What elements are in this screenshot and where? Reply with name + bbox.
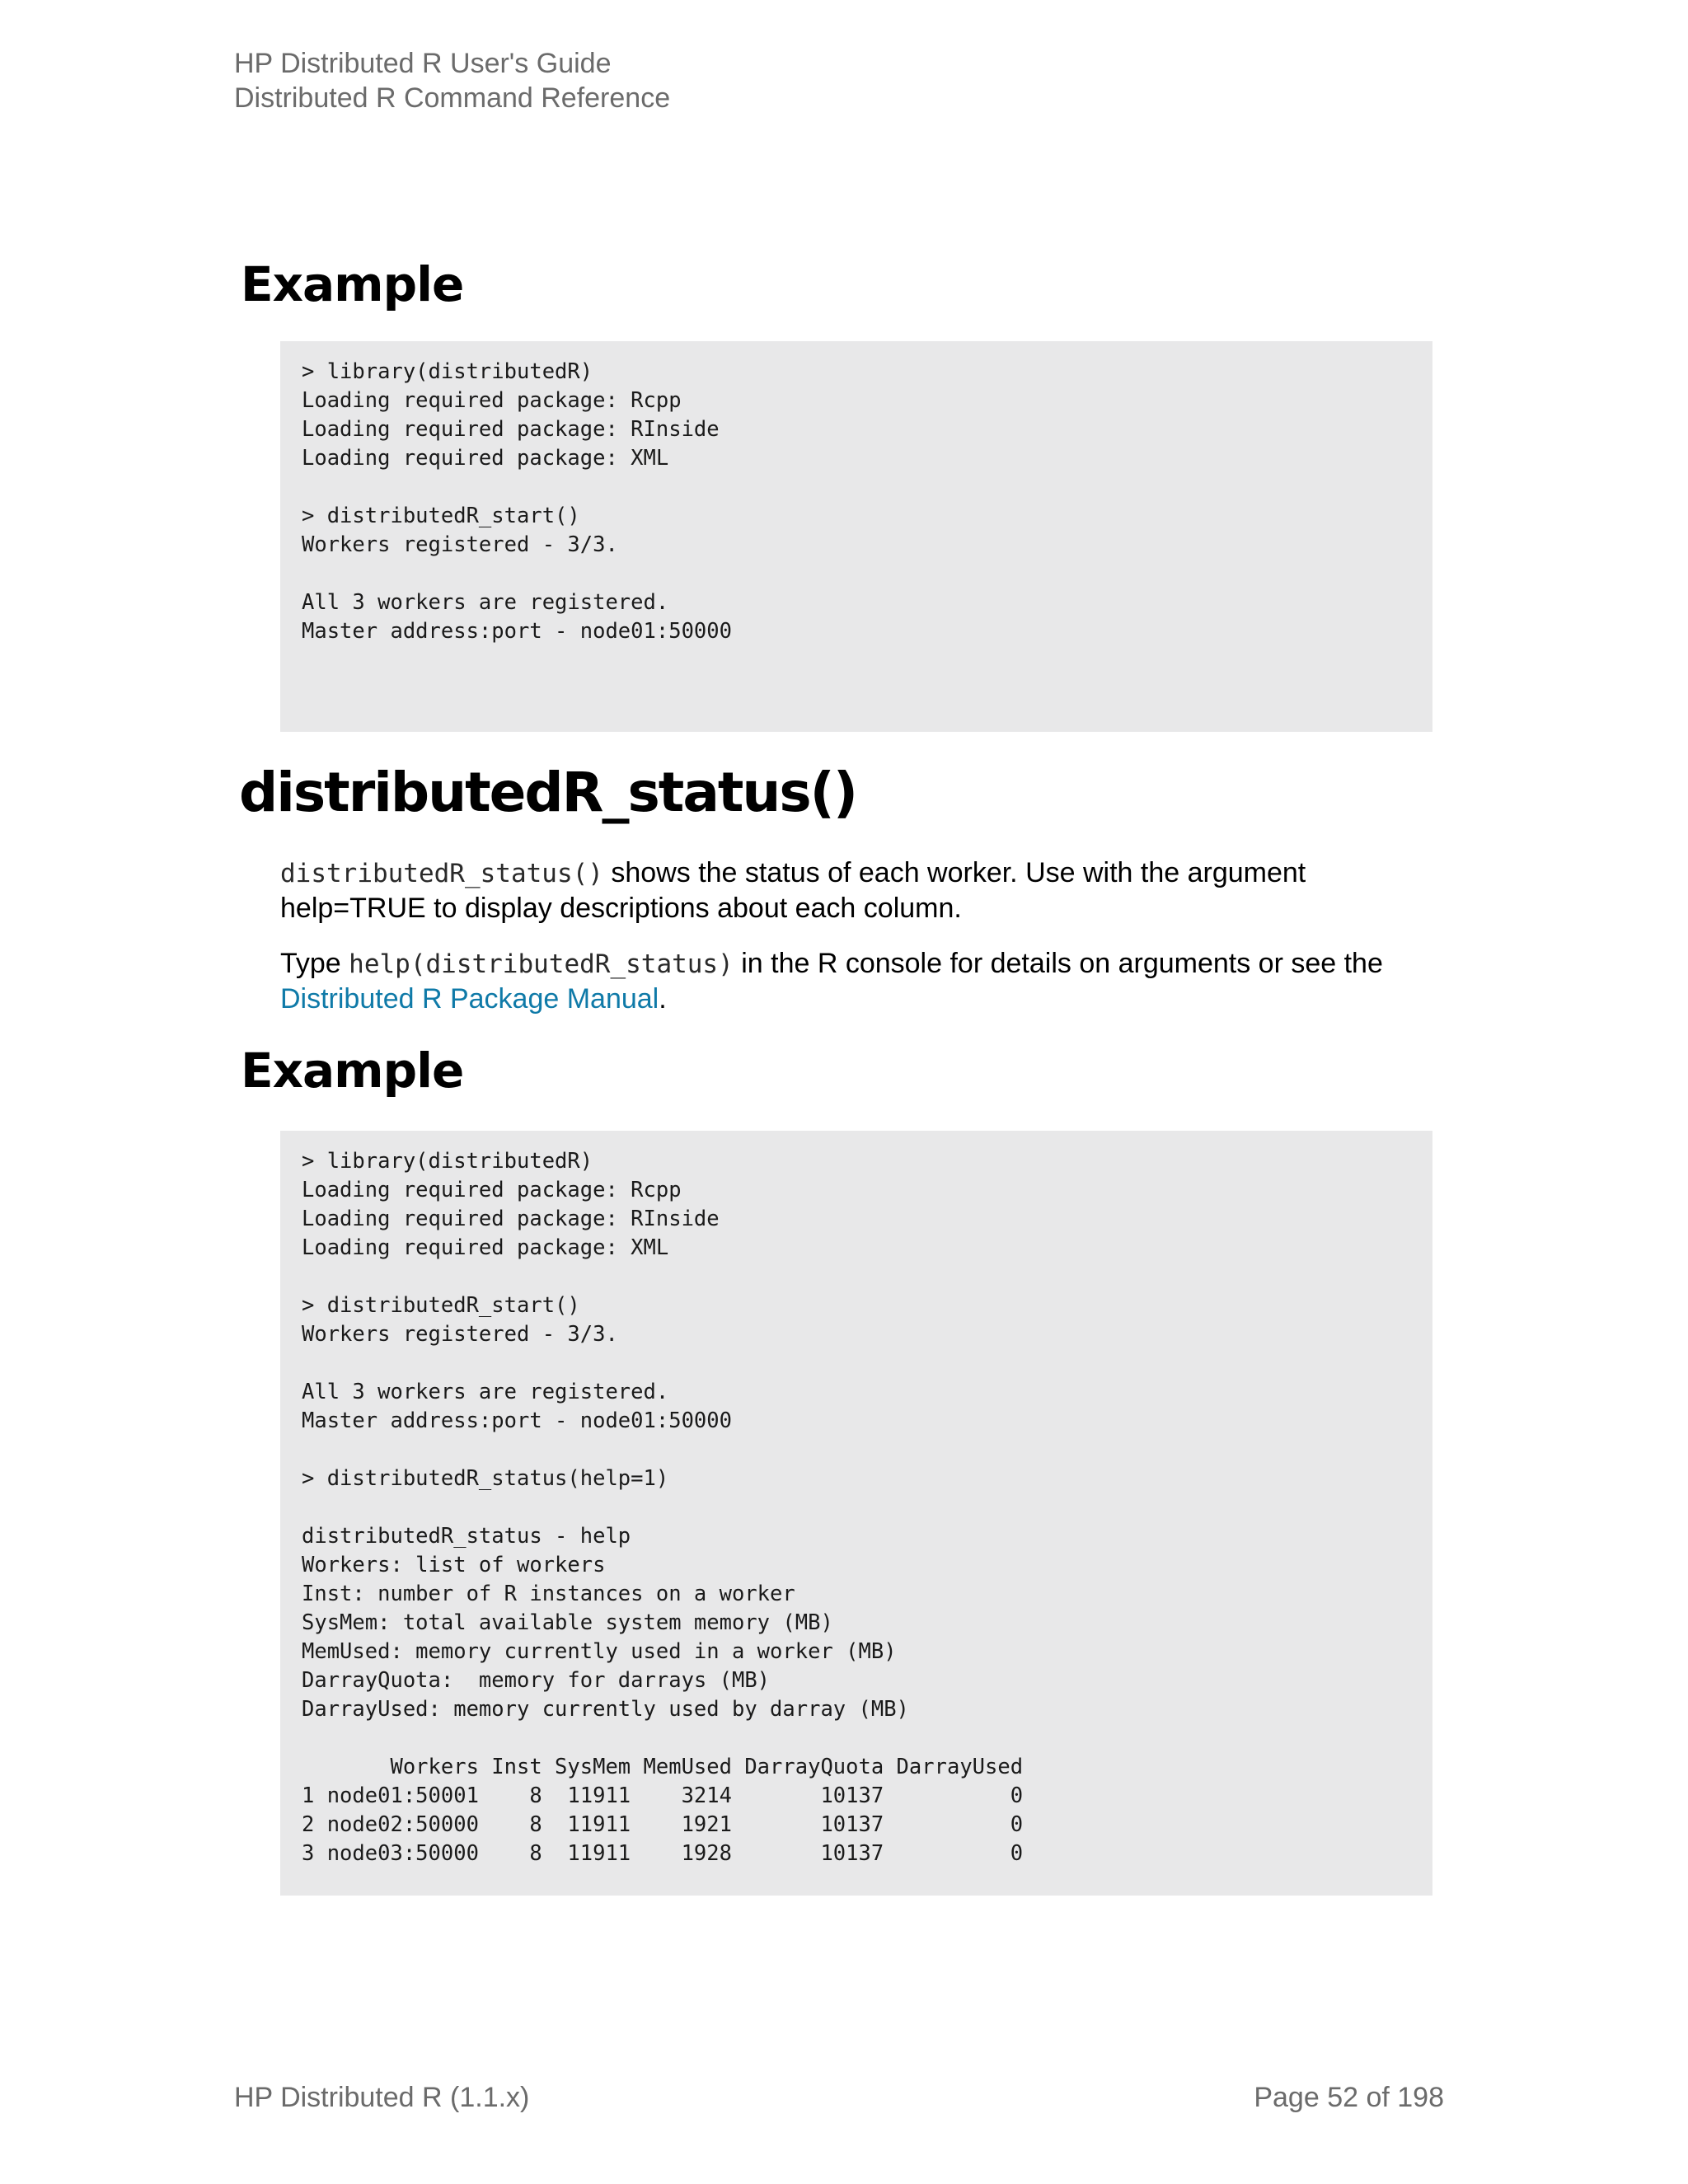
page-header — [234, 46, 670, 115]
code-block-1 — [280, 341, 1432, 732]
example-heading-1: Example — [241, 256, 464, 312]
example-heading-2: Example — [241, 1043, 464, 1099]
guide-title: HP Distributed R User's Guide — [234, 48, 612, 79]
code-block-1-text: > library(distributedR) Loading required package: Rcpp Loading required package: RInside Loading required package: XML > distributedR_start() Workers registered - 3/3. All 3 workers are registered. Master address:port - node01:50000 — [302, 359, 732, 644]
code-block-2-text: > library(distributedR) Loading required package: Rcpp Loading required package: RInside Loading required package: XML > distributedR_start() Workers registered - 3/3. All 3 workers are registered. Master address:port - node01:50000 > distributedR_status(help=1) distributedR_status - help Workers: list of workers Inst: number of R instances on a worker SysMem: total available system memory (MB) MemUsed: memory currently used in a worker (MB) DarrayQuota: memory for darrays (MB) DarrayUsed: memory currently used by darray (MB) Workers Inst SysMem MemUsed DarrayQuota DarrayUsed 1 node01:50001 8 11911 3214 10137 0 2 node02:50000 8 11911 1921 10137 0 3 node03:50000 8 11911 1928 10137 0 — [302, 1149, 1024, 1866]
code-block-2 — [280, 1131, 1432, 1896]
help-prefix: Type — [280, 948, 349, 979]
package-manual-link[interactable]: Distributed R Package Manual — [280, 983, 659, 1015]
help-paragraph — [280, 946, 1434, 1016]
footer-product: HP Distributed R (1.1.x) — [234, 2082, 530, 2113]
description-text: shows the status of each worker. Use with the argument help=TRUE to display descriptions about each column. — [280, 857, 1306, 924]
chapter-title: Distributed R Command Reference — [234, 82, 671, 114]
inline-code-function: distributedR_status() — [280, 859, 603, 888]
inline-code-help: help(distributedR_status) — [349, 949, 734, 979]
footer-page-number: Page 52 of 198 — [1254, 2082, 1444, 2113]
help-middle: in the R console for details on arguments or see the — [733, 948, 1383, 979]
function-heading: distributedR_status() — [239, 761, 857, 824]
help-suffix: . — [659, 983, 667, 1015]
description-paragraph — [280, 855, 1434, 926]
